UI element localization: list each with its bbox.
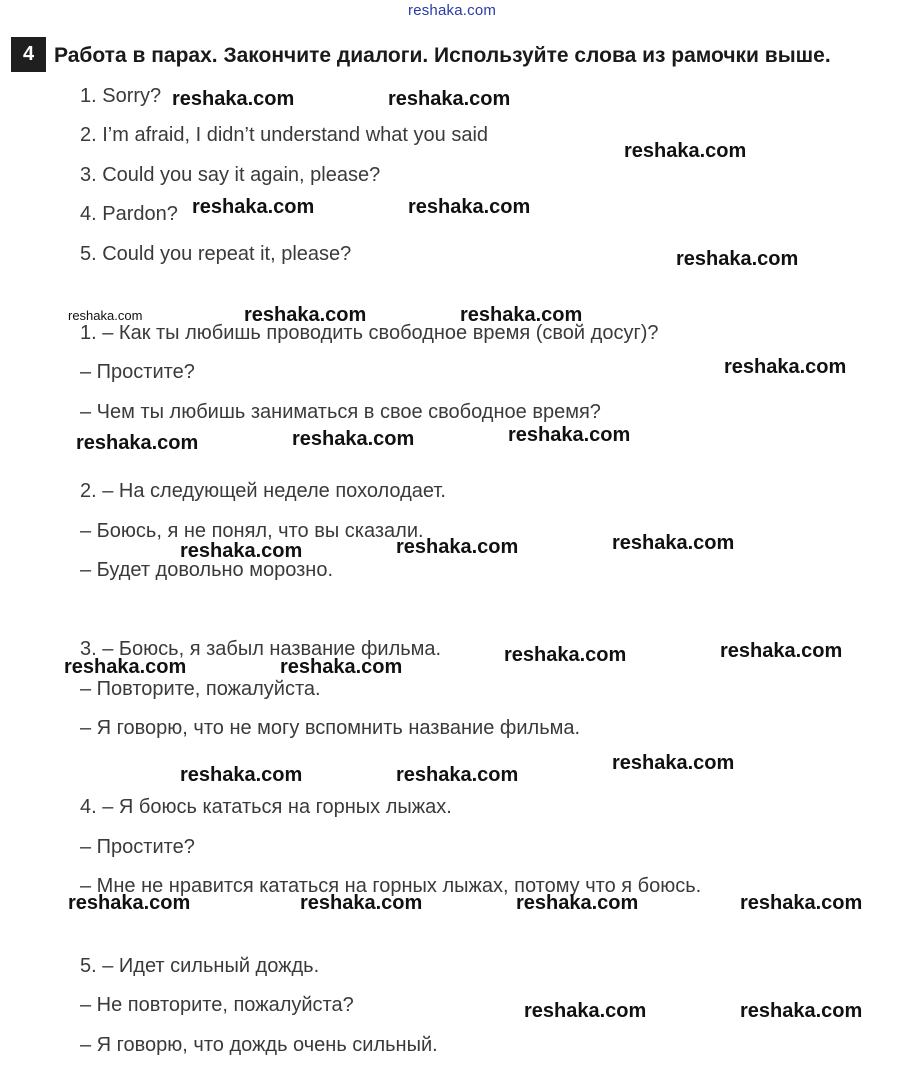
watermark: reshaka.com (408, 196, 531, 218)
top-watermark: reshaka.com (408, 2, 497, 19)
watermark: reshaka.com (244, 304, 367, 326)
dialogue-4-line-1: 4. – Я боюсь кататься на горных лыжах. (80, 796, 452, 818)
watermark: reshaka.com (396, 536, 519, 558)
dialogue-4-line-3: – Мне не нравится кататься на горных лыжах, потому что я боюсь. (80, 875, 702, 897)
watermark: reshaka.com (300, 892, 423, 914)
watermark: reshaka.com (192, 196, 315, 218)
watermark: reshaka.com (180, 764, 303, 786)
watermark: reshaka.com (504, 644, 627, 666)
watermark: reshaka.com (516, 892, 639, 914)
phrase-3: 3. Could you say it again, please? (80, 164, 381, 186)
watermark: reshaka.com (292, 428, 415, 450)
watermark: reshaka.com (180, 540, 303, 562)
phrase-1: 1. Sorry? (80, 85, 162, 107)
exercise-number-badge: 4 (11, 37, 46, 72)
exercise-instruction: Работа в парах. Закончите диалоги. Используйте слова из рамочки выше. (54, 44, 831, 67)
watermark: reshaka.com (280, 656, 403, 678)
dialogue-1-line-2: – Простите? (80, 361, 195, 383)
phrase-4: 4. Pardon? (80, 203, 178, 225)
dialogue-5-line-3: – Я говорю, что дождь очень сильный. (80, 1034, 438, 1056)
phrase-5: 5. Could you repeat it, please? (80, 243, 352, 265)
watermark: reshaka.com (64, 656, 187, 678)
watermark: reshaka.com (624, 140, 747, 162)
dialogue-3-line-2: – Повторите, пожалуйста. (80, 678, 321, 700)
watermark: reshaka.com (740, 892, 863, 914)
watermark: reshaka.com (524, 1000, 647, 1022)
watermark: reshaka.com (724, 356, 847, 378)
watermark: reshaka.com (388, 88, 511, 110)
watermark: reshaka.com (740, 1000, 863, 1022)
dialogue-4-line-2: – Простите? (80, 836, 195, 858)
dialogue-1-line-1: 1. – Как ты любишь проводить свободное время (свой досуг)? (80, 322, 659, 344)
dialogue-2-line-1: 2. – На следующей неделе похолодает. (80, 480, 446, 502)
watermark: reshaka.com (396, 764, 519, 786)
dialogue-1-line-3: – Чем ты любишь заниматься в свое свободное время? (80, 401, 601, 423)
dialogue-3-line-1: 3. – Боюсь, я забыл название фильма. (80, 638, 442, 660)
watermark: reshaka.com (460, 304, 583, 326)
watermark: reshaka.com (68, 308, 143, 323)
watermark: reshaka.com (676, 248, 799, 270)
watermark: reshaka.com (172, 88, 295, 110)
phrase-2: 2. I’m afraid, I didn’t understand what you said (80, 124, 489, 146)
watermark: reshaka.com (612, 752, 735, 774)
watermark: reshaka.com (508, 424, 631, 446)
dialogue-5-line-2: – Не повторите, пожалуйста? (80, 994, 354, 1016)
dialogue-2-line-3: – Будет довольно морозно. (80, 559, 334, 581)
watermark: reshaka.com (612, 532, 735, 554)
watermark: reshaka.com (68, 892, 191, 914)
dialogue-2-line-2: – Боюсь, я не понял, что вы сказали. (80, 520, 424, 542)
dialogue-3-line-3: – Я говорю, что не могу вспомнить название фильма. (80, 717, 581, 739)
watermark: reshaka.com (76, 432, 199, 454)
dialogue-5-line-1: 5. – Идет сильный дождь. (80, 955, 320, 977)
watermark: reshaka.com (720, 640, 843, 662)
